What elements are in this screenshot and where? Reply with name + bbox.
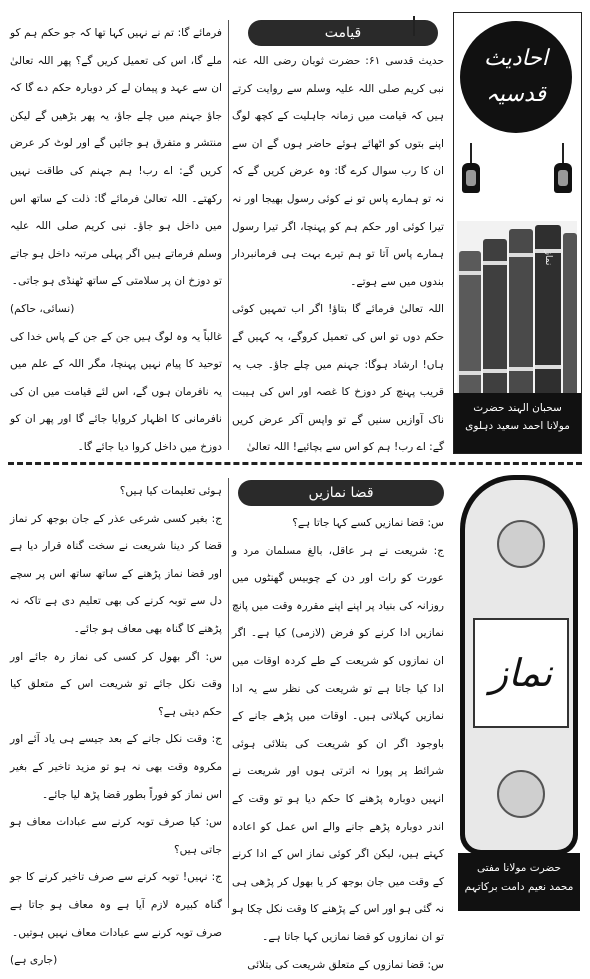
section2-left-para-1: ہوئی تعلیمات کیا ہیں؟ <box>10 478 222 506</box>
caption-line-2: مولانا احمد سعید دہلوی <box>454 417 581 435</box>
title-line-2: قدسیہ <box>486 77 546 113</box>
section1-left-column <box>10 20 222 450</box>
section2-right-column <box>232 510 444 912</box>
books-image <box>457 221 577 401</box>
section1-right-para-2: اللہ تعالیٰ فرمائے گا بتاؤ! اگر اب تمہیں کوئی حکم دوں تو اس کی تعمیل کروگے، یہ کہیں گے ہاں! ارشاد ہوگا: جہنم میں چلے جاؤ۔ جب یہ قریب پہنچ کر دوزخ کا غصہ اور اس کی ہیبت ناک آوازیں سنیں گے تو واپس آکر عرض کریں گے: اے رب! ہم کو اس سے بچائیے! اللہ تعالیٰ <box>232 296 444 462</box>
section2-left-para-2: ج: بغیر کسی شرعی عذر کے جان بوجھ کر نماز قضا کر دینا شریعت نے سخت گناہ قرار دیا ہے اور قضا نماز پڑھنے کے ساتھ ساتھ اس پر سچے دل سے توبہ کرنے کی بھی تعلیم دی ہے تاکہ نہ پڑھنے کا گناہ بھی معاف ہو جائے۔ <box>10 506 222 644</box>
ahadees-qudsia-panel <box>453 12 582 454</box>
panel2-caption <box>458 853 580 911</box>
section1-header: قیامت <box>248 20 438 46</box>
lantern-icon <box>462 163 480 203</box>
column-rule <box>228 20 229 450</box>
section2-question-2: س: قضا نمازوں کے متعلق شریعت کی بتلائی <box>232 952 444 979</box>
section2-left-para-4: ج: وقت نکل جانے کے بعد جیسے ہی یاد آئے اور مکروہ وقت بھی نہ ہو تو مزید تاخیر کے بغیر اس نماز کو فوراً بطور قضا پڑھ لیا جائے۔ <box>10 726 222 809</box>
book-spine <box>509 229 533 401</box>
namaz-title-box <box>473 618 569 728</box>
namaz-panel <box>458 475 580 911</box>
caption-line-1: سحبان الہند حضرت <box>454 399 581 417</box>
section-divider <box>8 462 582 465</box>
section1-right-para-1: حدیث قدسی ۶۱: حضرت ثوبان رضی اللہ عنہ نبی کریم صلی اللہ علیہ وسلم سے روایت کرتے ہیں کہ قیامت میں زمانہ جاہلیت کے کچھ لوگ اپنے بتوں کو اٹھائے ہوئے حاضر ہوں گے ان سے ان کا رب سوال کرے گا: وہ عرض کریں گے کہ نہ تو ہمارے پاس تو نے کوئی رسول بھیجا اور نہ تیرا کوئی اور حکم ہم کو پہنچا، اگر تیرا رسول ہمارے پاس آتا تو ہم تیرے بہت ہی فرمانبردار بندوں میں سے ہوتے۔ <box>232 48 444 296</box>
section1-right-column <box>232 48 444 452</box>
section2-left-column <box>10 478 222 910</box>
ahadees-qudsia-title <box>460 21 572 133</box>
ornament-bottom <box>497 770 545 818</box>
caption-line-2: محمد نعیم دامت برکاتہم <box>458 878 580 897</box>
book-spine <box>535 225 561 401</box>
continued-note: (جاری ہے) <box>10 947 222 975</box>
section2-left-para-6: ج: نہیں! توبہ کرنے سے صرف تاخیر کرنے کا جو گناہ کبیرہ لازم آیا ہے وہ معاف ہو جاتا ہے صرف توبہ کرنے سے عبادات معاف نہیں ہوتیں۔ <box>10 864 222 947</box>
section2-left-para-5: س: کیا صرف توبہ کرنے سے عبادات معاف ہو جاتی ہیں؟ <box>10 809 222 864</box>
section1-left-para-2: غالباً یہ وہ لوگ ہیں جن کے جن کے پاس خدا کی توحید کا پیام نہیں پہنچا، مگر اللہ کے علم میں یہ نافرمان ہوں گے، اس لئے قیامت میں ان کی نافرمانی کا اظہار کروایا جائے گا اور پھر ان کو دوزخ میں داخل کروا دیا جائے گا۔ <box>10 324 222 462</box>
lantern-icon <box>554 163 572 203</box>
ornament-top <box>497 520 545 568</box>
book-label: نماز <box>543 251 553 266</box>
ornamental-frame <box>460 475 578 855</box>
section1-reference: (نسائی، حاکم) <box>10 296 222 324</box>
title-line-1: احادیث <box>484 41 548 77</box>
book-spine <box>483 239 507 401</box>
header-tick <box>413 16 415 36</box>
section2-question-1: س: قضا نمازیں کسے کہا جاتا ہے؟ <box>232 510 444 538</box>
section2-left-para-3: س: اگر بھول کر کسی کی نماز رہ جائے اور وقت نکل جائے تو شریعت اس کے متعلق کیا حکم دیتی ہے؟ <box>10 644 222 727</box>
section1-left-para-1: فرمائے گا: تم نے نہیں کہا تھا کہ جو حکم ہم کو ملے گا، اس کی تعمیل کریں گے؟ پھر اللہ تعالیٰ ان سے عہد و پیمان لے کر دوبارہ حکم دے گا کہ جاؤ جہنم میں چلے جاؤ، یہ پھر بڑھیں گے لیکن منتشر و متفرق ہو جائیں گے اور لوٹ کر عرض کریں گے: اے رب! ہم جہنم کی طاقت نہیں رکھتے۔ اللہ تعالیٰ فرمائے گا: ذلت کے ساتھ اس میں داخل ہو جاؤ۔ نبی کریم صلی اللہ علیہ وسلم فرماتے ہیں اگر پہلی مرتبہ داخل ہو جاتے تو دوزخ ان پر سلامتی کے ساتھ ٹھنڈی ہو جاتی۔ <box>10 20 222 296</box>
section2-answer-1: ج: شریعت نے ہر عاقل، بالغ مسلمان مرد و عورت کو رات اور دن کے چوبیس گھنٹوں میں روزانہ کی بنیاد پر اپنے اپنے مقررہ وقت میں پانچ نمازیں ادا کرنے کو فرض (لازمی) کیا ہے۔ اگر ان نمازوں کو شریعت کے طے کردہ اوقات میں ادا کیا جاتا ہے تو شریعت کی نظر سے یہ ادا نمازیں کہلاتی ہیں۔ اوقات میں پڑھے جانے کے باوجود اگر ان کو شریعت کی بتلائی ہوئی شرائط پر پورا نہ اترتی ہوں اور شریعت نے انہیں دوبارہ پڑھنے کا حکم دیا ہو تو وقت کے اندر دوبارہ پڑھے جانے والے اس عمل کو اعادہ کہتے ہیں، لیکن اگر کوئی نماز اس کے ادا کرنے کے وقت میں جان بوجھ کر یا بھول کر پڑھی ہی نہ گئی ہو اور اس کے پڑھنے کا وقت نکل چکا ہو تو ان نمازوں کو قضا نمازیں کہا جاتا ہے۔ <box>232 538 444 952</box>
book-spine <box>563 233 577 401</box>
panel1-caption <box>454 393 581 453</box>
column-rule <box>228 478 229 908</box>
namaz-title: نماز <box>490 651 552 695</box>
section2-header: قضا نمازیں <box>238 480 444 506</box>
caption-line-1: حضرت مولانا مفتی <box>458 859 580 878</box>
book-spine <box>459 251 481 401</box>
